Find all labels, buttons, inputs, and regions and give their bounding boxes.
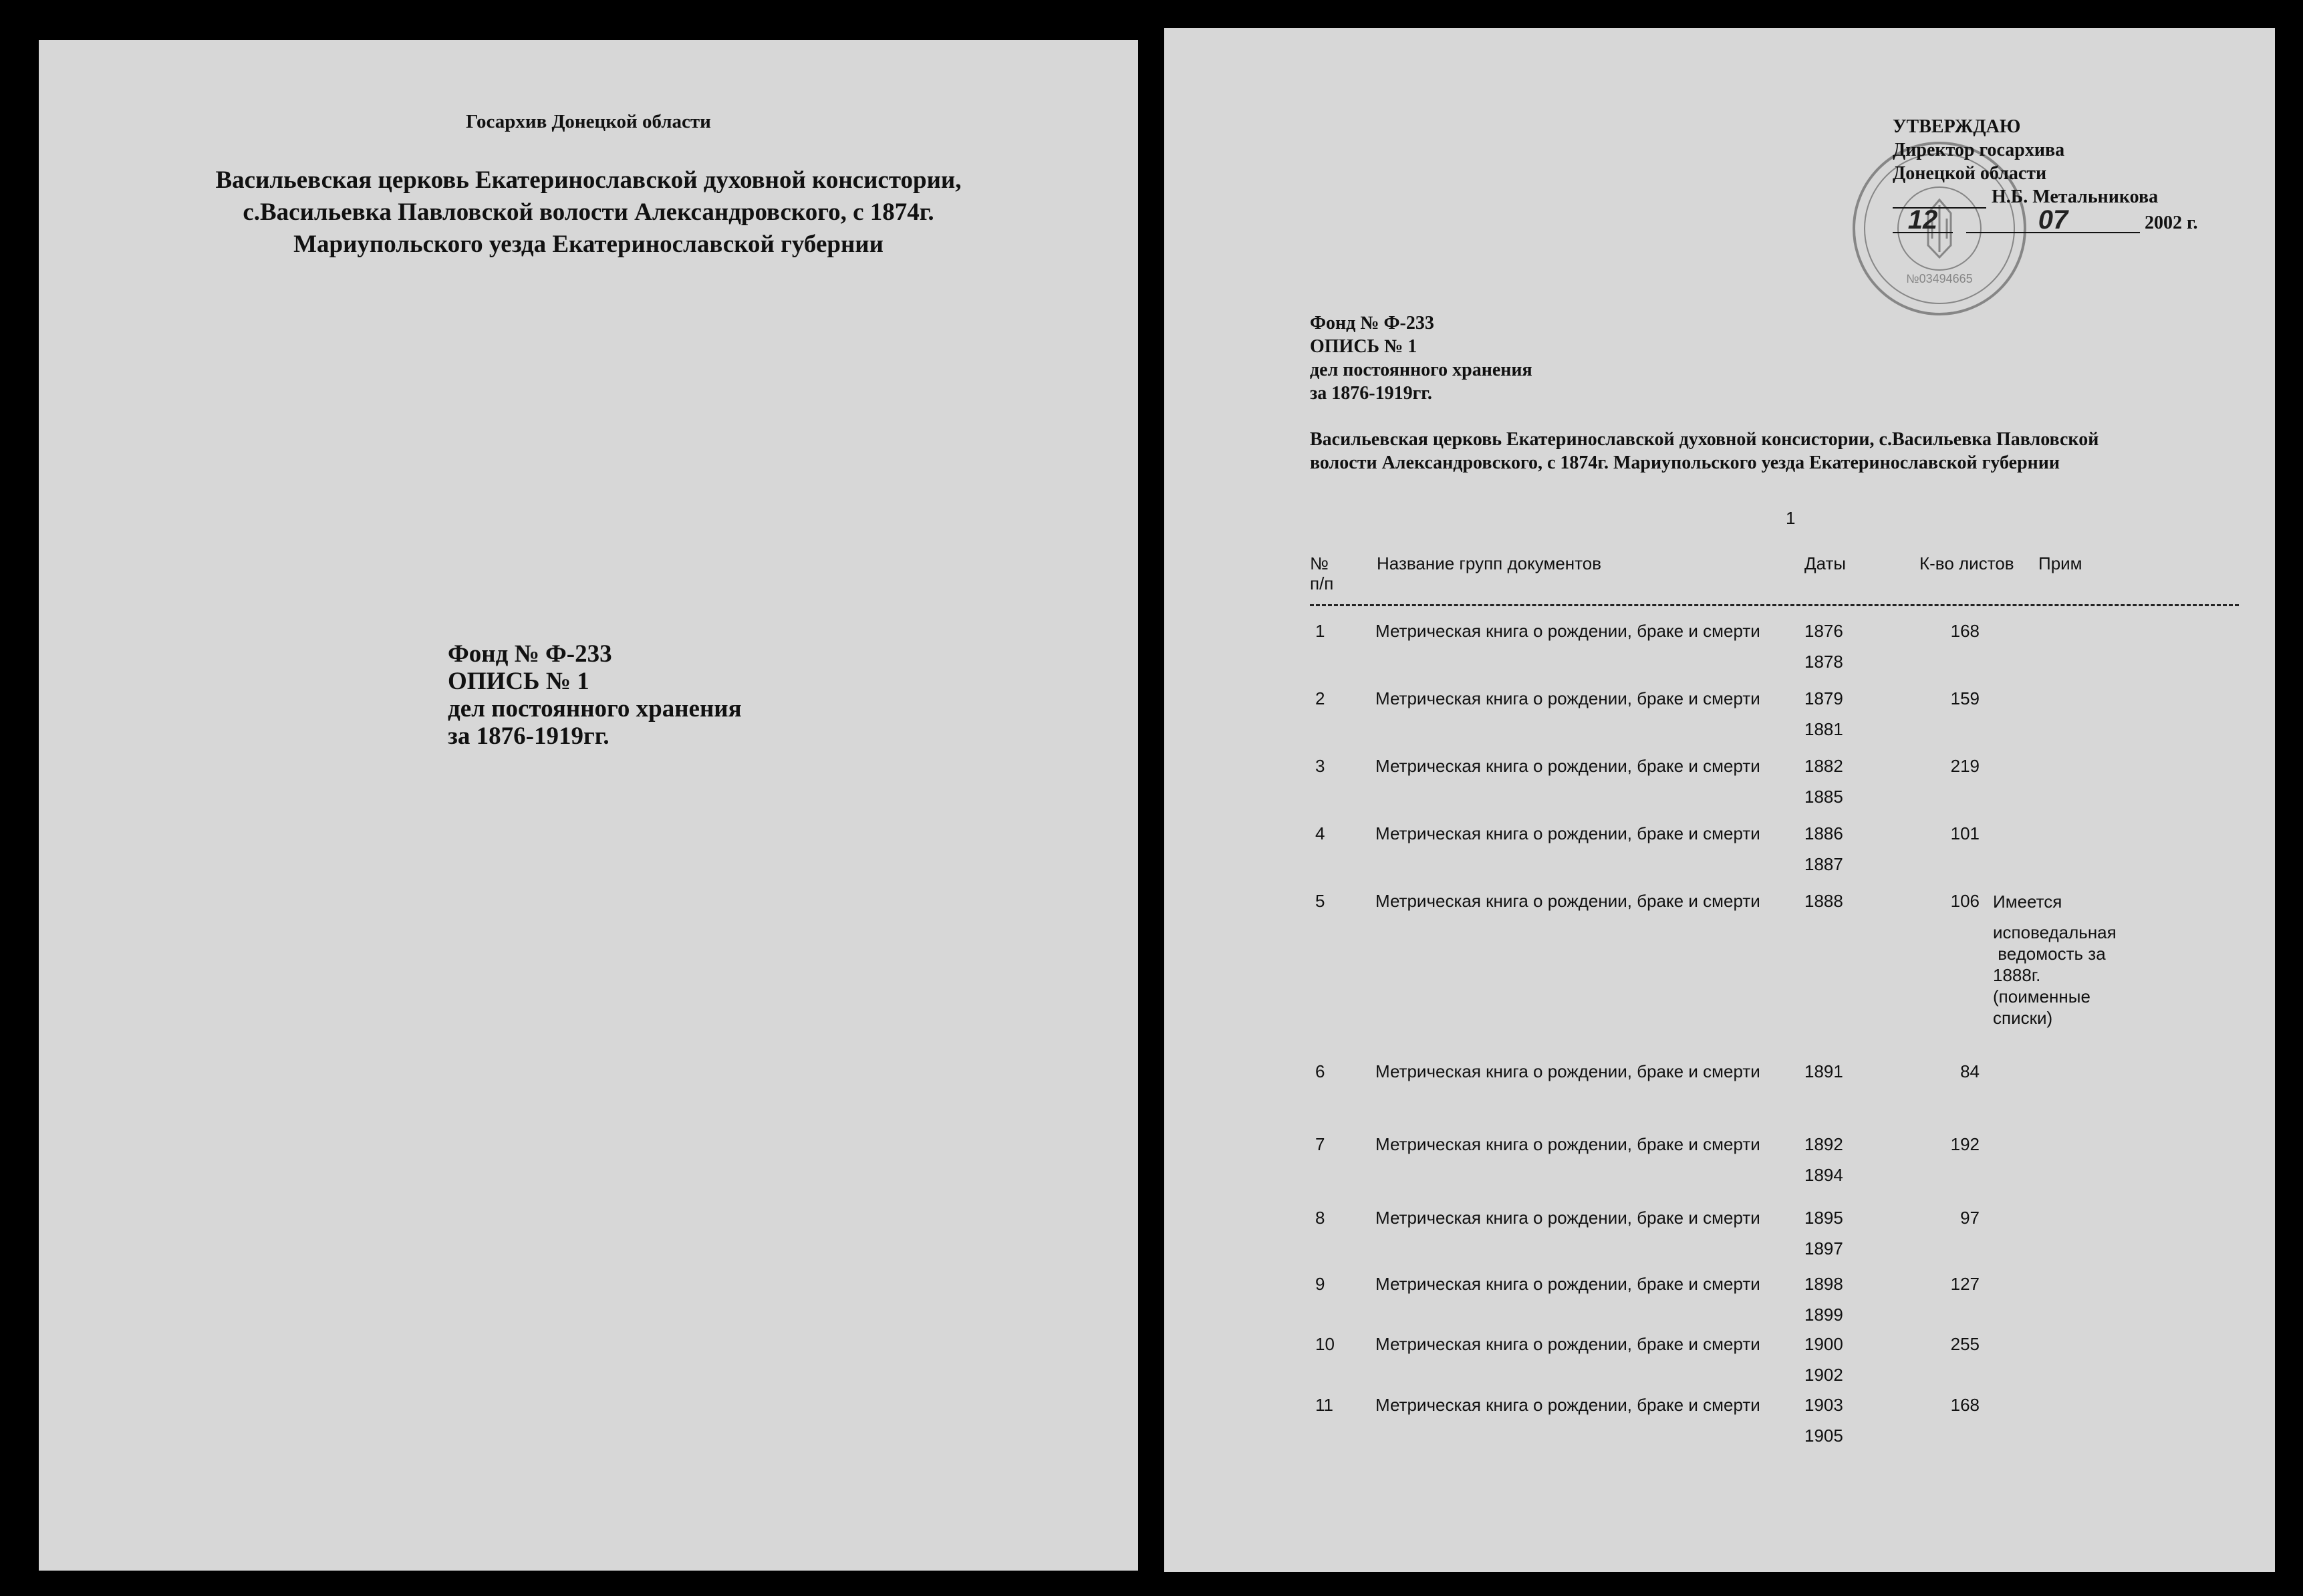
approval-date-day: 12 <box>1893 209 1953 233</box>
row-sheet-count: 255 <box>1950 1334 1980 1354</box>
column-header-number-line: № <box>1310 553 1329 573</box>
archive-name: Госархив Донецкой области <box>466 111 711 132</box>
row-note-line: 1888г. <box>1993 965 2041 985</box>
table-header <box>1310 524 2242 603</box>
header-divider <box>1310 604 2239 606</box>
approval-date-year: 2002 г. <box>2145 213 2198 233</box>
row-date-end: 1887 <box>1804 854 1843 874</box>
signature-line <box>1893 187 1986 209</box>
approval-heading: УТВЕРЖДАЮ <box>1893 116 2021 137</box>
row-date-start: 1898 <box>1804 1274 1843 1294</box>
row-title: Метрическая книга о рождении, браке и смерти <box>1375 1395 1760 1415</box>
fund-title-line: Мариупольского уезда Екатеринославской губернии <box>293 231 884 258</box>
row-title: Метрическая книга о рождении, браке и смерти <box>1375 823 1760 843</box>
row-date-end: 1897 <box>1804 1238 1843 1258</box>
column-header-number-line: п/п <box>1310 573 1334 593</box>
row-title: Метрическая книга о рождении, браке и смерти <box>1375 621 1760 641</box>
row-sheet-count: 84 <box>1960 1061 1980 1081</box>
row-number: 5 <box>1315 891 1325 911</box>
row-date-start: 1876 <box>1804 621 1843 641</box>
row-title: Метрическая книга о рождении, браке и смерти <box>1375 1061 1760 1081</box>
row-date-start: 1903 <box>1804 1395 1843 1415</box>
fund-title-line: Васильевская церковь Екатеринославской духовной консистории, <box>215 166 962 194</box>
row-date-start: 1888 <box>1804 891 1843 911</box>
row-number: 6 <box>1315 1061 1325 1081</box>
row-date-start: 1882 <box>1804 756 1843 776</box>
column-header-number <box>1310 553 1333 593</box>
row-note-line: (поименные <box>1993 986 2090 1007</box>
row-date-end: 1894 <box>1804 1165 1843 1185</box>
row-number: 2 <box>1315 688 1325 708</box>
column-header-sheets: К-во листов <box>1919 553 2014 573</box>
row-date-start: 1879 <box>1804 688 1843 708</box>
row-number: 7 <box>1315 1134 1325 1154</box>
row-title: Метрическая книга о рождении, браке и смерти <box>1375 756 1760 776</box>
row-number: 3 <box>1315 756 1325 776</box>
row-sheet-count: 168 <box>1950 621 1980 641</box>
row-title: Метрическая книга о рождении, браке и смерти <box>1375 1274 1760 1294</box>
row-date-start: 1900 <box>1804 1334 1843 1354</box>
row-sheet-count: 219 <box>1950 756 1980 776</box>
stamp-code: №03494665 <box>1906 272 1973 285</box>
row-date-start: 1892 <box>1804 1134 1843 1154</box>
row-number: 9 <box>1315 1274 1325 1294</box>
approval-position: Донецкой области <box>1893 163 2047 184</box>
row-number: 8 <box>1315 1208 1325 1228</box>
left-page <box>39 40 1138 1571</box>
row-note-line: Имеется <box>1993 892 2062 912</box>
row-title: Метрическая книга о рождении, браке и смерти <box>1375 891 1760 911</box>
row-title: Метрическая книга о рождении, браке и смерти <box>1375 1334 1760 1354</box>
row-sheet-count: 127 <box>1950 1274 1980 1294</box>
fund-title-line: Васильевская церковь Екатеринославской духовной консистории, с.Васильевка Павловской <box>1310 429 2099 450</box>
row-note <box>1993 891 2140 1029</box>
date-range: за 1876-1919гг. <box>1310 383 1432 404</box>
fond-block <box>1310 311 1532 405</box>
row-date-end: 1878 <box>1804 652 1843 672</box>
right-page <box>1164 28 2275 1572</box>
row-note-line: исповедальная <box>1993 922 2117 942</box>
row-title: Метрическая книга о рождении, браке и смерти <box>1375 1134 1760 1154</box>
date-range: за 1876-1919гг. <box>448 722 609 750</box>
fund-title <box>1310 428 2246 475</box>
row-date-end: 1885 <box>1804 787 1843 807</box>
column-header-note: Прим <box>2038 553 2082 573</box>
row-number: 4 <box>1315 823 1325 843</box>
row-title: Метрическая книга о рождении, браке и смерти <box>1375 1208 1760 1228</box>
approval-position: Директор госархива <box>1893 140 2065 160</box>
row-note-line: списки) <box>1993 1008 2053 1028</box>
fund-title <box>39 164 1138 261</box>
approval-date-month: 07 <box>1966 209 2140 233</box>
row-sheet-count: 168 <box>1950 1395 1980 1415</box>
fund-title-line: с.Васильевка Павловской волости Александровского, с 1874г. <box>243 198 934 226</box>
row-sheet-count: 101 <box>1950 823 1980 843</box>
page-number: 1 <box>1786 508 1796 528</box>
row-date-start: 1895 <box>1804 1208 1843 1228</box>
storage-type: дел постоянного хранения <box>448 695 742 722</box>
row-sheet-count: 192 <box>1950 1134 1980 1154</box>
fund-title-line: волости Александровского, с 1874г. Мариупольского уезда Екатеринославской губернии <box>1310 452 2060 473</box>
fond-block <box>448 640 742 750</box>
row-date-end: 1899 <box>1804 1305 1843 1325</box>
approver-name: Н.Б. Метальникова <box>1992 186 2159 207</box>
fond-number: Фонд № Ф-233 <box>1310 313 1434 334</box>
storage-type: дел постоянного хранения <box>1310 360 1532 380</box>
column-header-name: Название групп документов <box>1377 553 1602 573</box>
row-date-start: 1891 <box>1804 1061 1843 1081</box>
row-sheet-count: 97 <box>1960 1208 1980 1228</box>
row-title: Метрическая книга о рождении, браке и смерти <box>1375 688 1760 708</box>
inventory-number: ОПИСЬ № 1 <box>1310 336 1417 357</box>
row-sheet-count: 106 <box>1950 891 1980 911</box>
inventory-number: ОПИСЬ № 1 <box>448 668 589 695</box>
column-header-dates: Даты <box>1804 553 1847 573</box>
fond-number: Фонд № Ф-233 <box>448 640 612 668</box>
row-date-start: 1886 <box>1804 823 1843 843</box>
row-date-end: 1905 <box>1804 1426 1843 1446</box>
row-sheet-count: 159 <box>1950 688 1980 708</box>
row-number: 11 <box>1315 1395 1333 1415</box>
row-number: 10 <box>1315 1334 1335 1354</box>
row-number: 1 <box>1315 621 1325 641</box>
row-note-line: ведомость за <box>1993 944 2106 964</box>
approval-block <box>1893 115 2198 235</box>
row-date-end: 1902 <box>1804 1365 1843 1385</box>
row-date-end: 1881 <box>1804 719 1843 739</box>
